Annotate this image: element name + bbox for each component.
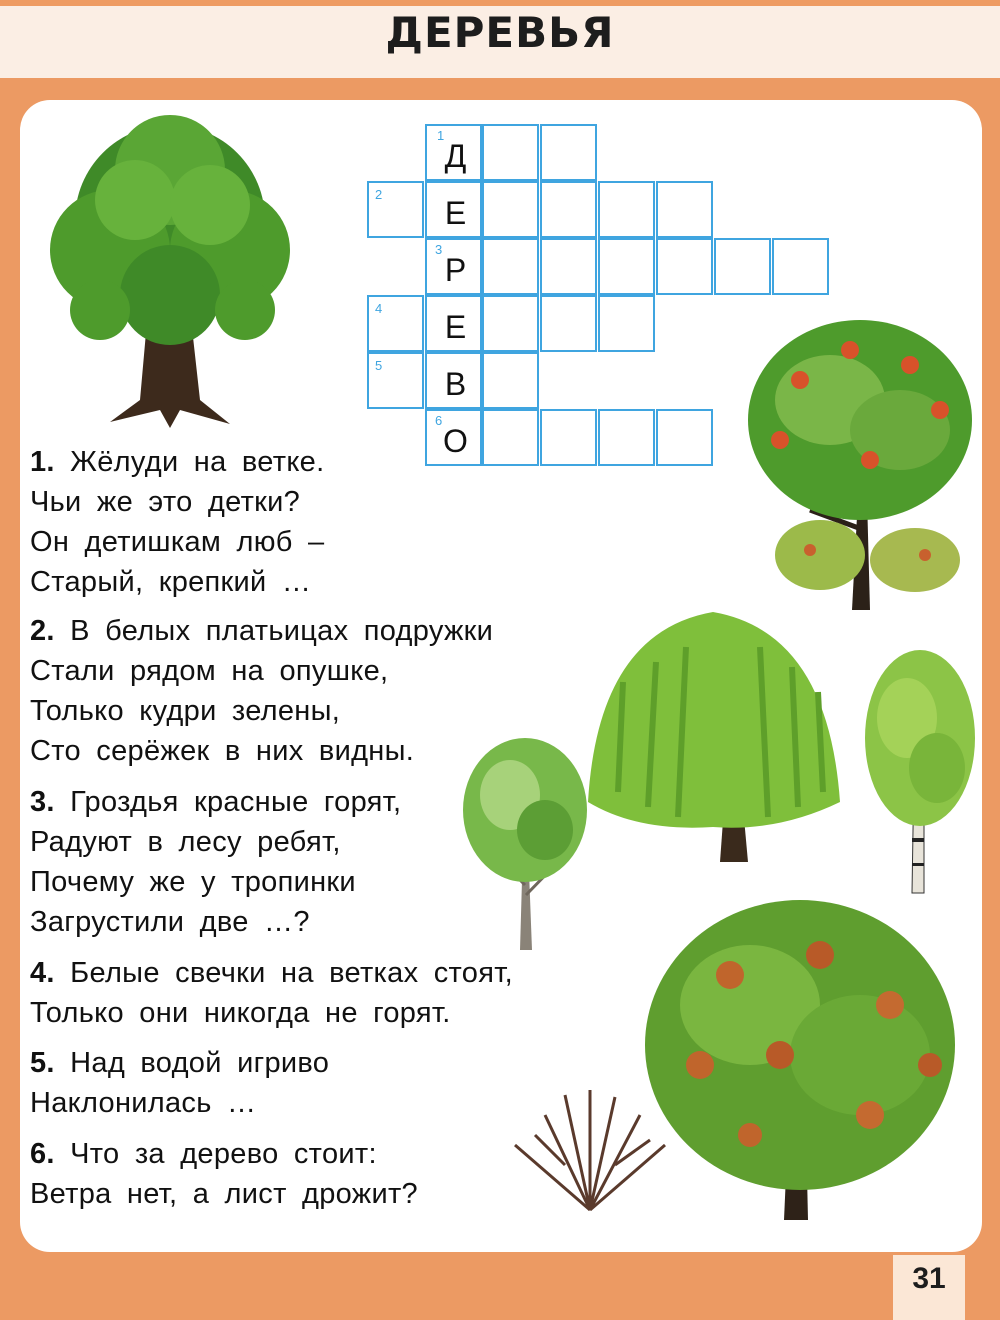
crossword-cell[interactable] <box>656 181 713 238</box>
crossword-cell[interactable] <box>656 409 713 466</box>
riddle-4 <box>30 953 590 1033</box>
crossword-cell[interactable] <box>540 181 597 238</box>
key-letter: Д <box>444 138 467 174</box>
aspen-tree-illustration <box>460 735 590 953</box>
riddle-line: Над водой игриво <box>70 1047 330 1079</box>
key-letter: Р <box>444 252 467 288</box>
crossword-cell[interactable] <box>367 352 424 409</box>
crossword-cell[interactable] <box>482 295 539 352</box>
crossword-cell[interactable] <box>772 238 829 295</box>
riddle-1 <box>30 442 590 602</box>
riddle-line: Гроздья красные горят, <box>70 786 402 818</box>
crossword-cell[interactable] <box>714 238 771 295</box>
riddle-number: 3. <box>30 786 55 818</box>
birch-tree-illustration <box>862 648 982 898</box>
crossword-cell[interactable] <box>367 295 424 352</box>
crossword-cell[interactable] <box>656 238 713 295</box>
riddle-line: Он детишкам люб – <box>30 526 325 558</box>
riddle-line: Только кудри зелены, <box>30 695 341 727</box>
riddle-line: Жёлуди на ветке. <box>70 446 325 478</box>
riddle-line: В белых платьицах подружки <box>70 615 494 647</box>
oak-tree-illustration <box>40 110 300 430</box>
clue-number: 3 <box>435 242 443 257</box>
riddle-line: Старый, крепкий … <box>30 566 312 598</box>
crossword-cell[interactable] <box>598 409 655 466</box>
riddle-line: Чьи же это детки? <box>30 486 301 518</box>
rowan-tree-illustration <box>740 310 980 620</box>
crossword-cell[interactable] <box>482 124 539 181</box>
crossword-cell[interactable] <box>540 238 597 295</box>
crossword-cell[interactable] <box>540 124 597 181</box>
page-title: ДЕРЕВЬЯ <box>385 8 615 57</box>
crossword-cell[interactable] <box>598 238 655 295</box>
key-letter: В <box>444 366 467 402</box>
riddle-line: Стали рядом на опушке, <box>30 655 389 687</box>
riddle-number: 6. <box>30 1138 55 1170</box>
riddle-line: Наклонилась … <box>30 1087 257 1119</box>
key-letter: Е <box>444 309 467 345</box>
riddle-number: 1. <box>30 446 55 478</box>
clue-number: 6 <box>435 413 443 428</box>
crossword-cell[interactable] <box>425 181 482 238</box>
crossword-cell[interactable] <box>540 295 597 352</box>
clue-number: 1 <box>437 128 445 143</box>
key-letter: О <box>443 423 468 459</box>
riddle-line: Сто серёжек в них видны. <box>30 735 415 767</box>
crossword-cell[interactable] <box>367 181 424 238</box>
crossword-cell[interactable] <box>598 181 655 238</box>
riddle-line: Загрустили две …? <box>30 906 310 938</box>
riddle-line: Только они никогда не горят. <box>30 997 451 1029</box>
riddle-line: Ветра нет, а лист дрожит? <box>30 1178 418 1210</box>
crossword-cell[interactable] <box>598 295 655 352</box>
key-letter: Е <box>444 195 467 231</box>
riddle-line: Что за дерево стоит: <box>70 1138 377 1170</box>
clue-number: 2 <box>375 187 383 202</box>
riddle-line: Белые свечки на ветках стоят, <box>70 957 513 989</box>
crossword-cell[interactable] <box>425 352 482 409</box>
clue-number: 4 <box>375 301 383 316</box>
crossword-cell[interactable] <box>482 352 539 409</box>
chestnut-tree-illustration <box>640 895 960 1225</box>
riddle-number: 4. <box>30 957 55 989</box>
crossword-cell[interactable] <box>425 124 482 181</box>
riddle-number: 5. <box>30 1047 55 1079</box>
riddle-line: Почему же у тропинки <box>30 866 356 898</box>
crossword-cell[interactable] <box>482 238 539 295</box>
crossword-cell[interactable] <box>425 295 482 352</box>
crossword-cell[interactable] <box>482 181 539 238</box>
riddle-line: Радуют в лесу ребят, <box>30 826 341 858</box>
crossword-cell[interactable] <box>425 238 482 295</box>
bare-shrub-illustration <box>505 1085 675 1213</box>
clue-number: 5 <box>375 358 383 373</box>
page-number: 31 <box>912 1262 946 1295</box>
willow-tree-illustration <box>578 592 848 872</box>
riddle-number: 2. <box>30 615 55 647</box>
